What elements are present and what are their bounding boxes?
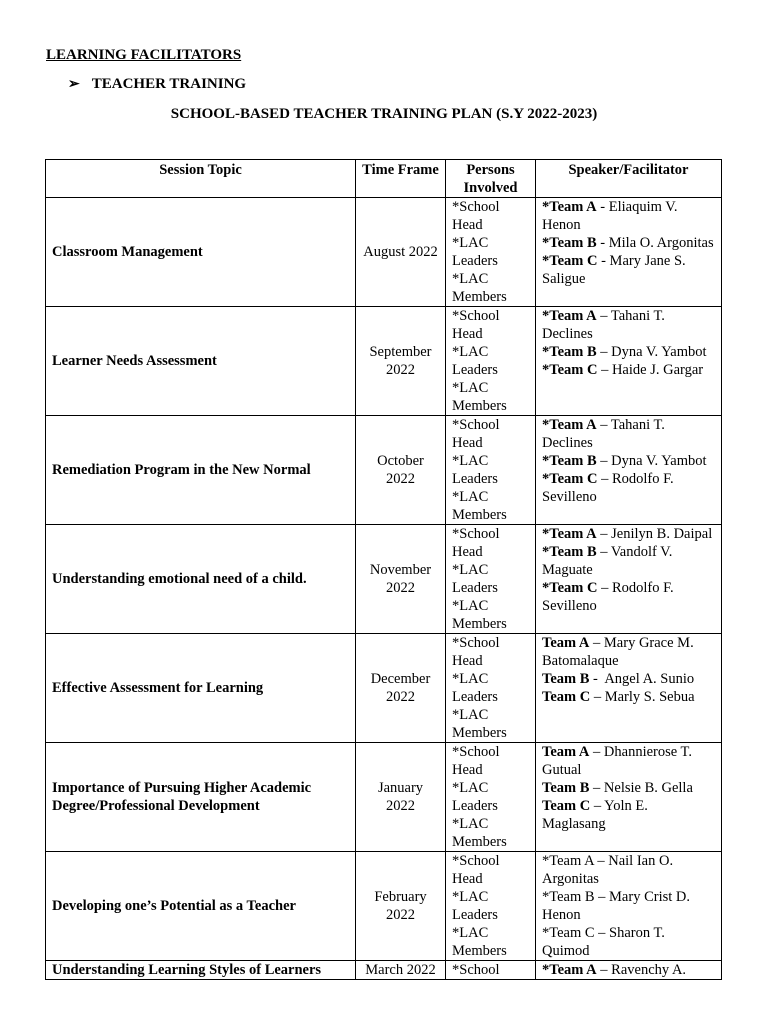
subsection-heading <box>68 76 246 93</box>
team-separator: – <box>597 362 612 378</box>
speaker-name: Haide J. Gargar <box>611 362 704 378</box>
team-separator: – <box>589 635 604 651</box>
session-topic: Importance of Pursuing Higher Academic Degree/Professional Development <box>46 743 356 852</box>
speaker-facilitator <box>536 307 722 416</box>
person-entry: *LAC Members <box>452 925 507 959</box>
speaker-entry <box>542 525 715 543</box>
persons-involved <box>446 525 536 634</box>
team-separator: – <box>596 417 611 433</box>
team-separator: - <box>596 235 609 251</box>
table-row <box>46 743 722 852</box>
team-separator: - <box>589 671 605 687</box>
person-entry: *School Head <box>452 199 500 233</box>
col-header-speaker: Speaker/Facilitator <box>536 160 722 198</box>
session-topic: Remediation Program in the New Normal <box>46 416 356 525</box>
team-separator: – <box>596 308 611 324</box>
speaker-name: Eliaquim V. Henon <box>542 199 678 233</box>
table-header-row <box>46 160 722 198</box>
speaker-entry <box>542 779 715 797</box>
speaker-name: Rodolfo F. Sevilleno <box>542 580 674 614</box>
persons-involved <box>446 852 536 961</box>
speaker-entry <box>542 416 715 452</box>
team-separator: – <box>596 453 612 469</box>
team-separator: – <box>589 780 604 796</box>
speaker-entry <box>542 234 715 252</box>
person-entry: *School Head <box>452 308 500 342</box>
speaker-name: Mila O. Argonitas <box>608 235 714 251</box>
speaker-name: Tahani T. Declines <box>542 308 665 342</box>
person-entry: *LAC Members <box>452 489 507 523</box>
team-label: *Team A <box>542 417 597 433</box>
speaker-entry <box>542 579 715 615</box>
team-separator: – <box>596 344 612 360</box>
person-entry: *LAC Leaders <box>452 344 498 378</box>
speaker-name: Angel A. Sunio <box>604 671 695 687</box>
time-frame: January 2022 <box>356 743 446 852</box>
team-label: *Team B <box>542 344 597 360</box>
person-entry: *LAC Members <box>452 816 507 850</box>
speaker-entry <box>542 888 715 924</box>
team-label: Team C <box>542 798 591 814</box>
session-topic: Understanding emotional need of a child. <box>46 525 356 634</box>
col-header-topic: Session Topic <box>46 160 356 198</box>
table-row <box>46 852 722 961</box>
team-label: *Team C <box>542 580 598 596</box>
speaker-entry <box>542 670 715 688</box>
time-frame: December 2022 <box>356 634 446 743</box>
team-separator: – <box>596 962 612 978</box>
team-separator: – <box>596 544 611 560</box>
person-entry: *School Head <box>452 635 500 669</box>
team-separator: – <box>589 744 604 760</box>
speaker-facilitator <box>536 852 722 961</box>
person-entry: *School <box>452 962 500 978</box>
speaker-name: Marly S. Sebua <box>604 689 695 705</box>
team-label: *Team C <box>542 471 598 487</box>
team-label: *Team C <box>542 253 598 269</box>
session-topic: Developing one’s Potential as a Teacher <box>46 852 356 961</box>
speaker-name: Ravenchy A. <box>611 962 687 978</box>
team-separator: – <box>590 689 605 705</box>
col-header-time: Time Frame <box>356 160 446 198</box>
person-entry: *School Head <box>452 417 500 451</box>
speaker-entry <box>542 743 715 779</box>
person-entry: *School Head <box>452 744 500 778</box>
time-frame: September 2022 <box>356 307 446 416</box>
arrow-bullet-icon: ➢ <box>68 77 80 92</box>
speaker-name: Yoln E. Maglasang <box>542 798 648 832</box>
persons-involved <box>446 634 536 743</box>
team-separator: - <box>597 253 610 269</box>
team-label: *Team B <box>542 235 597 251</box>
table-row <box>46 634 722 743</box>
speaker-entry <box>542 634 715 670</box>
person-entry: *LAC Leaders <box>452 453 498 487</box>
team-label: *Team B <box>542 453 597 469</box>
speaker-entry <box>542 688 715 706</box>
person-entry: *LAC Leaders <box>452 780 498 814</box>
time-frame: August 2022 <box>356 198 446 307</box>
person-entry: *LAC Leaders <box>452 235 498 269</box>
team-separator: – <box>597 471 612 487</box>
speaker-name: Dyna V. Yambot <box>611 453 707 469</box>
training-plan-table <box>45 159 722 980</box>
persons-involved <box>446 961 536 980</box>
col-header-persons: Persons Involved <box>446 160 536 198</box>
person-entry: *School Head <box>452 526 500 560</box>
speaker-name: Tahani T. Declines <box>542 417 665 451</box>
speaker-facilitator <box>536 743 722 852</box>
team-label: Team B <box>542 780 590 796</box>
team-separator: – <box>597 580 612 596</box>
speaker-facilitator <box>536 634 722 743</box>
team-separator: - <box>596 199 609 215</box>
table-row <box>46 198 722 307</box>
persons-involved <box>446 307 536 416</box>
speaker-name: Nelsie B. Gella <box>603 780 693 796</box>
team-label: *Team C <box>542 362 598 378</box>
speaker-name: Dyna V. Yambot <box>611 344 707 360</box>
speaker-entry <box>542 307 715 343</box>
speaker-entry <box>542 452 715 470</box>
team-label: *Team B <box>542 544 597 560</box>
time-frame: March 2022 <box>356 961 446 980</box>
time-frame: February 2022 <box>356 852 446 961</box>
speaker-facilitator <box>536 198 722 307</box>
table-row <box>46 307 722 416</box>
session-topic: Understanding Learning Styles of Learners <box>46 961 356 980</box>
session-topic: Effective Assessment for Learning <box>46 634 356 743</box>
speaker-entry <box>542 343 715 361</box>
table-row <box>46 525 722 634</box>
team-label: Team A <box>542 635 590 651</box>
speaker-facilitator <box>536 416 722 525</box>
plan-title: SCHOOL-BASED TEACHER TRAINING PLAN (S.Y 2022-2023) <box>170 106 598 122</box>
speaker-entry <box>542 361 715 379</box>
time-frame: November 2022 <box>356 525 446 634</box>
team-label: *Team A <box>542 308 597 324</box>
speaker-name: Mary Grace M. Batomalaque <box>542 635 694 669</box>
table-row <box>46 416 722 525</box>
team-label: *Team A <box>542 962 597 978</box>
speaker-entry <box>542 852 715 888</box>
person-entry: *LAC Leaders <box>452 562 498 596</box>
speaker-facilitator <box>536 961 722 980</box>
persons-involved <box>446 198 536 307</box>
speaker-name: Rodolfo F. Sevilleno <box>542 471 674 505</box>
table-row <box>46 961 722 980</box>
team-separator: – <box>596 526 612 542</box>
speaker-entry <box>542 198 715 234</box>
speaker-entry <box>542 797 715 833</box>
speaker-name: Mary Jane S. Saligue <box>542 253 686 287</box>
person-entry: *School Head <box>452 853 500 887</box>
speaker-entry <box>542 543 715 579</box>
speaker-entry <box>542 252 715 288</box>
session-topic: Classroom Management <box>46 198 356 307</box>
time-frame: October 2022 <box>356 416 446 525</box>
speaker-name: *Team C – Sharon T. Quimod <box>542 925 665 959</box>
session-topic: Learner Needs Assessment <box>46 307 356 416</box>
team-label: *Team A <box>542 526 597 542</box>
speaker-name: *Team B – Mary Crist D. Henon <box>542 889 690 923</box>
person-entry: *LAC Leaders <box>452 671 498 705</box>
person-entry: *LAC Leaders <box>452 889 498 923</box>
persons-involved <box>446 416 536 525</box>
speaker-name: *Team A – Nail Ian O. Argonitas <box>542 853 674 887</box>
person-entry: *LAC Members <box>452 707 507 741</box>
speaker-entry <box>542 924 715 960</box>
speaker-name: Vandolf V. Maguate <box>542 544 673 578</box>
person-entry: *LAC Members <box>452 598 507 632</box>
person-entry: *LAC Members <box>452 271 507 305</box>
subsection-label: TEACHER TRAINING <box>91 76 247 92</box>
team-label: Team B <box>542 671 590 687</box>
speaker-name: Jenilyn B. Daipal <box>611 526 713 542</box>
speaker-entry <box>542 961 715 979</box>
person-entry: *LAC Members <box>452 380 507 414</box>
speaker-name: Dhannierose T. Gutual <box>542 744 692 778</box>
team-separator: – <box>590 798 605 814</box>
speaker-facilitator <box>536 525 722 634</box>
section-heading: LEARNING FACILITATORS <box>46 47 242 63</box>
persons-involved <box>446 743 536 852</box>
team-label: Team C <box>542 689 591 705</box>
team-label: Team A <box>542 744 590 760</box>
speaker-entry <box>542 470 715 506</box>
team-label: *Team A <box>542 199 597 215</box>
